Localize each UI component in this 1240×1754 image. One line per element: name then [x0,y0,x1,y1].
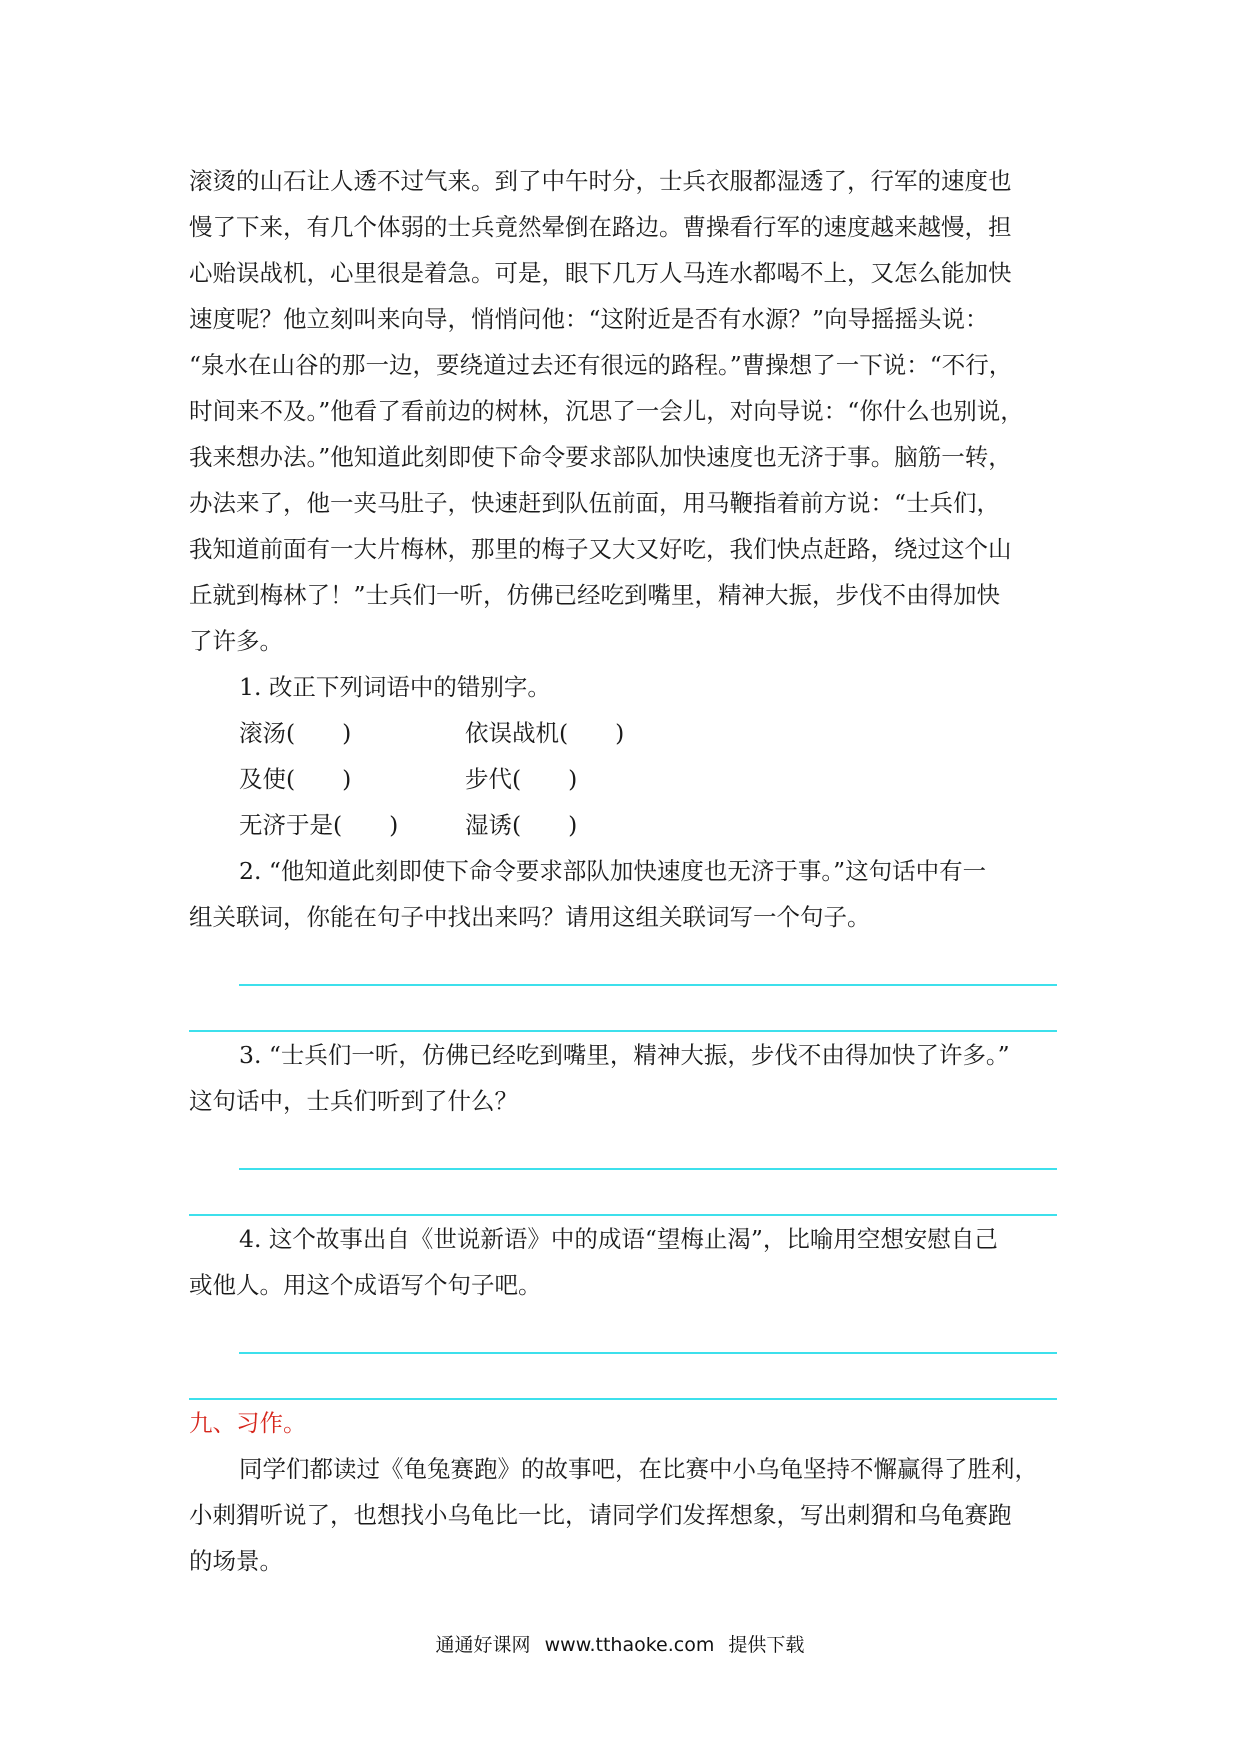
question-3 [189,1032,1057,1216]
typo-word[interactable]: 步代( ) [465,765,578,793]
section-heading: 九、习作。 [189,1409,307,1437]
typo-word-row [239,802,1057,848]
typo-word[interactable]: 依误战机( ) [465,719,625,747]
passage-line: 了许多。 [189,627,283,655]
answer-line[interactable] [189,1124,1057,1170]
composition-prompt-line: 的场景。 [189,1547,283,1575]
passage-line: 慢了下来，有几个体弱的士兵竟然晕倒在路边。曹操看行军的速度越来越慢，担 [189,213,1012,241]
question-2 [189,848,1057,1032]
footer-site-name: 通通好课网 [435,1634,531,1656]
worksheet-content [189,158,1057,1584]
passage-line: 丘就到梅林了！”士兵们一听，仿佛已经吃到嘴里，精神大振，步伐不由得加快 [189,581,1001,609]
typo-word-list [189,710,1057,848]
question-1 [189,664,1057,848]
question-2-prompt-line: 组关联词，你能在句子中找出来吗？请用这组关联词写一个句子。 [189,903,871,931]
composition-prompt-line: 同学们都读过《龟兔赛跑》的故事吧，在比赛中小乌龟坚持不懈赢得了胜利， [239,1455,1038,1483]
answer-line[interactable] [189,1170,1057,1216]
question-3-prompt-line: 这句话中，士兵们听到了什么？ [189,1087,518,1115]
passage-line: “泉水在山谷的那一边，要绕道过去还有很远的路程。”曹操想了一下说：“不行， [189,351,1013,379]
question-4-prompt-line: 或他人。用这个成语写个句子吧。 [189,1271,542,1299]
passage-line: 速度呢？他立刻叫来向导，悄悄问他：“这附近是否有水源？”向导摇摇头说： [189,305,989,333]
reading-passage [189,158,1057,664]
typo-word[interactable]: 滚汤( ) [239,719,352,747]
question-4 [189,1216,1057,1400]
typo-word[interactable]: 及使( ) [239,765,352,793]
answer-line[interactable] [189,986,1057,1032]
answer-line[interactable] [189,940,1057,986]
answer-line[interactable] [189,1308,1057,1354]
passage-line: 时间来不及。”他看了看前边的树林，沉思了一会儿，对向导说：“你什么也别说， [189,397,1024,425]
typo-word[interactable]: 湿诱( ) [465,811,578,839]
question-2-prompt-line: 2. “他知道此刻即使下命令要求部队加快速度也无济于事。”这句话中有一 [239,857,987,885]
passage-line: 我知道前面有一大片梅林，那里的梅子又大又好吃，我们快点赶路，绕过这个山 [189,535,1012,563]
question-3-prompt-line: 3. “士兵们一听，仿佛已经吃到嘴里，精神大振，步伐不由得加快了许多。” [239,1041,1010,1069]
typo-word-row [239,710,1057,756]
answer-line[interactable] [189,1354,1057,1400]
footer-url[interactable]: www.tthaoke.com [544,1634,715,1656]
question-1-prompt: 1. 改正下列词语中的错别字。 [239,673,551,701]
passage-line: 心贻误战机，心里很是着急。可是，眼下几万人马连水都喝不上，又怎么能加快 [189,259,1012,287]
passage-line: 滚烫的山石让人透不过气来。到了中午时分，士兵衣服都湿透了，行军的速度也 [189,167,1012,195]
passage-line: 办法来了，他一夹马肚子，快速赶到队伍前面，用马鞭指着前方说：“士兵们， [189,489,1001,517]
question-4-prompt-line: 4. 这个故事出自《世说新语》中的成语“望梅止渴”，比喻用空想安慰自己 [239,1225,998,1253]
passage-line: 我来想办法。”他知道此刻即使下命令要求部队加快速度也无济于事。脑筋一转， [189,443,1012,471]
section-9-composition [189,1400,1057,1584]
typo-word[interactable]: 无济于是( ) [239,811,399,839]
typo-word-row [239,756,1057,802]
footer-suffix: 提供下载 [728,1634,805,1656]
composition-prompt-line: 小刺猬听说了，也想找小乌龟比一比，请同学们发挥想象，写出刺猬和乌龟赛跑 [189,1501,1012,1529]
page-footer [0,1630,1240,1657]
